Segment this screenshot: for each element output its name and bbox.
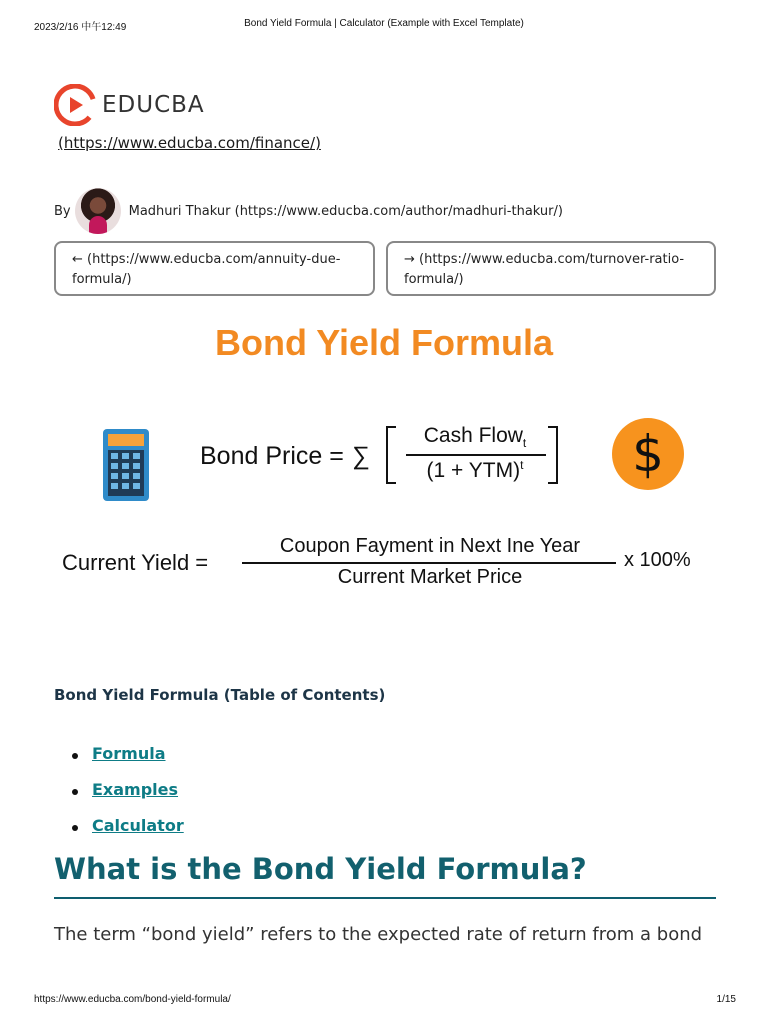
- bond-price-numerator: [404, 424, 546, 450]
- finance-link[interactable]: [58, 132, 321, 154]
- toc-item-calculator: [72, 816, 184, 852]
- byline: [54, 188, 563, 234]
- toc-link-examples[interactable]: Examples: [92, 780, 179, 799]
- sigma-symbol: ∑: [352, 442, 370, 470]
- current-yield-numerator: Coupon Fayment in Next Ine Year: [279, 535, 581, 557]
- educba-play-icon: [54, 84, 96, 126]
- bond-yield-infographic: [54, 310, 714, 610]
- print-date: 2023/2/16 中午12:49: [34, 22, 127, 33]
- bond-price-label: Bond Price =: [200, 442, 344, 470]
- page-number: 1/15: [716, 994, 736, 1005]
- current-yield-label: Current Yield =: [62, 550, 209, 575]
- calculator-icon: [102, 428, 150, 502]
- current-yield-denominator: Current Market Price: [337, 566, 523, 588]
- toc-link-formula[interactable]: Formula: [92, 744, 166, 763]
- print-header: [0, 18, 768, 34]
- bond-price-formula: [200, 420, 600, 500]
- ytm-superscript: t: [520, 458, 524, 472]
- print-url: https://www.educba.com/bond-yield-formula/: [34, 994, 231, 1005]
- cash-flow-subscript: t: [522, 436, 527, 451]
- toc-item-formula: [72, 744, 184, 780]
- left-bracket: [386, 426, 396, 484]
- toc-item-examples: [72, 780, 184, 816]
- ytm-text: (1 + YTM): [426, 459, 521, 482]
- next-article-link[interactable]: → (https://www.educba.com/turnover-ratio-formula/): [386, 241, 716, 296]
- section-heading: What is the Bond Yield Formula?: [54, 852, 716, 899]
- percent-multiplier: x 100%: [624, 549, 691, 571]
- finance-link-text[interactable]: (https://www.educba.com/finance/): [58, 134, 321, 152]
- toc-heading: Bond Yield Formula (Table of Contents): [54, 686, 386, 704]
- current-yield-formula: [62, 532, 714, 592]
- body-paragraph: The term “bond yield” refers to the expected rate of return from a bond: [54, 924, 703, 945]
- author-avatar: [75, 188, 121, 234]
- toc-list: [72, 744, 184, 852]
- fraction-bar: [242, 562, 616, 564]
- print-title: Bond Yield Formula | Calculator (Example with Excel Template): [244, 18, 524, 29]
- dollar-icon: $: [612, 418, 684, 490]
- prev-article-link[interactable]: ← (https://www.educba.com/annuity-due-formula/): [54, 241, 375, 296]
- byline-prefix: By: [54, 203, 71, 219]
- right-bracket: [548, 426, 558, 484]
- infographic-title: Bond Yield Formula: [214, 322, 554, 363]
- educba-logo[interactable]: [54, 84, 205, 126]
- bond-price-denominator: [404, 458, 546, 483]
- fraction-bar: [406, 454, 546, 456]
- logo-wordmark: EDUCBA: [102, 92, 205, 118]
- cash-flow-text: Cash Flow: [423, 424, 523, 447]
- toc-link-calculator[interactable]: Calculator: [92, 816, 184, 835]
- author-link[interactable]: Madhuri Thakur (https://www.educba.com/author/madhuri-thakur/): [128, 203, 563, 219]
